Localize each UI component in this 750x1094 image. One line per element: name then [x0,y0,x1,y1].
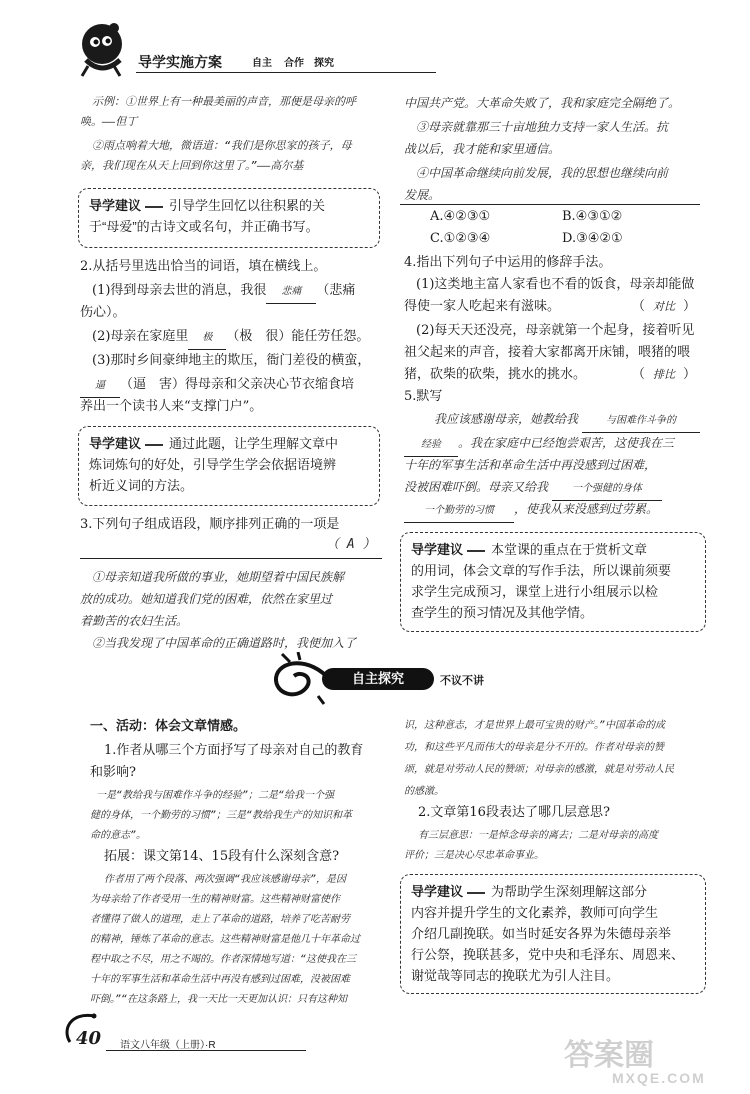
q2-1 [92,280,355,304]
q2-1-options: （悲痛 [316,283,356,298]
q3-answer: （ A ） [326,537,376,552]
tip-text: 内容并提升学生的文化素养，教师可向学生 [411,905,659,920]
tip-text: 炼词炼句的好处，引导学生学会依据语境辨 [89,457,337,472]
option-d[interactable]: D.③④②① [562,231,623,246]
footer [60,1010,360,1060]
tip-text: 析近义词的方法。 [89,478,194,493]
lq1-l1: 1.作者从哪三个方面抒写了母亲对自己的教育 [104,743,364,758]
tip-text: 为帮助学生深刻理解这部分 [491,884,648,899]
r-line-4: ④中国革命继续向前发展，我的思想也继续向前 [416,166,669,180]
r-line-5: 发展。 [404,188,441,202]
q5-l3: 十年的军事生活和革命生活中再没感到过困难， [404,458,657,472]
q2-2 [92,326,369,350]
tip-text: 谢觉哉等同志的挽联尤为引人注目。 [411,968,620,983]
lq1-l2: 和影响? [90,765,136,780]
q2-1-cont: 伤心）。 [80,305,126,320]
la1-l3: 命的意志”。 [90,830,147,841]
r-line-2: ③母亲就靠那三十亩地独力支持一家人生活。抗 [416,120,669,134]
banner-subtitle: 不议不讲 [440,675,484,687]
q3-s1-l3: 着勤苦的农妇生活。 [80,614,189,628]
tip-box-1 [78,188,380,248]
q4-2-answer: （ 排比 ） [632,367,697,382]
lr-c4: 的感激。 [404,786,444,797]
option-a[interactable]: A.④②③① [430,209,491,224]
q5-blank-4: 一个勤劳的习惯 [404,500,514,523]
le-l5: 程中取之不尽，用之不竭的。作者深情地写道：“这使我在三 [90,954,357,965]
q2-2-text: (2)母亲在家庭里 [92,329,189,344]
r-line-1: 中国共产党。大革命失败了，我和家庭完全隔绝了。 [404,96,681,110]
lr-c1: 识，这种意志，才是世界上最可宝贵的财产。”中国革命的成 [404,720,666,731]
example-line-2: 唤。——但丁 [80,115,138,128]
q4-1-l1: (1)这类地主富人家看也不看的饭食，母亲却能做 [416,277,695,292]
le-l6: 十年的军事生活和革命生活中再没有感到过困难，没被困难 [90,974,350,985]
q2-1-text: (1)得到母亲去世的消息，我很 [92,283,267,298]
example-line-3: ②雨点响着大地，微语道：“我们是你思家的孩子，母 [92,139,352,152]
q4-1-l2: 得使一家人吃起来有滋味。 [404,299,561,314]
q4-stem: 4.指出下列句子中运用的修辞手法。 [404,255,612,270]
lr-c3: 颂，就是对劳动人民的赞颂；对母亲的感激，就是对劳动人民 [404,764,674,775]
q4-2-l1: (2)每天天还没亮，母亲就第一个起身，接着听见 [416,323,695,338]
le-l3: 者懂得了做人的道理，走上了革命的道路，培养了吃苦耐劳 [90,914,350,925]
q2-3-cont [80,374,354,398]
tip-label: 导学建议 [411,884,485,899]
q4-1-answer: （ 对比 ） [632,299,697,314]
tip-text: 的用词，体会文章的写作手法，所以课前须要 [411,563,672,578]
tip-text: 引导学生回忆以往积累的关 [169,198,326,213]
q5-stem: 5.默写 [404,389,443,404]
q4-2-answer-text: 排比 [653,368,676,381]
le-l2: 为母亲给了作者受用一生的精神财富。这些精神财富使作 [90,894,340,905]
r-line-3: 战以后，我才能和家里通信。 [404,142,561,156]
header-tag-1: 自主 [252,58,272,69]
q5-blank-2: 经验 [404,434,458,457]
header-rule [136,72,436,73]
tip-text: 求学生完成预习，课堂上进行小组展示以检 [411,584,659,599]
q2-2-options: （极 很）能任劳任怨。 [226,329,370,344]
q5-l5 [404,498,658,523]
section-banner [270,652,530,706]
la1-l1: 一是“教给我与困难作斗争的经验”；二是“给我一个强 [96,790,335,801]
footer-book: 语文八年级（上册）·R [120,1040,216,1051]
q2-1-answer: 悲痛 [266,281,316,304]
q4-1-answer-text: 对比 [653,300,676,313]
le-l1: 作者用了两个段落、两次强调“我应该感谢母亲”，是因 [104,874,347,885]
watermark-text: 答案圈 [564,1039,654,1072]
q2-3-answer: 逼 [80,375,120,398]
mascot-icon [74,20,130,80]
tip-text: 介绍几副挽联。如当时延安各界为朱德母亲举 [411,926,672,941]
le-l7: 吓倒。”“在这条路上，我一天比一天更加认识：只有这种知 [90,994,348,1005]
q3-s2-l1: ②当我发现了中国革命的正确道路时，我便加入了 [92,636,357,650]
page-number: 40 [76,1028,102,1049]
q3-stem: 3.下列句子组成语段，顺序排列正确的一项是 [80,517,340,532]
q2-2-answer: 极 [188,327,226,350]
q5-blank-1: 与困难作斗争的 [582,410,700,433]
le-l4: 的精神，锤炼了革命的意志。这些精神财富是他几十年革命过 [90,934,360,945]
example-line-1: 示例：①世界上有一种最美丽的声音，那便是母亲的呼 [92,95,356,108]
lr-c2: 功，和这些平凡而伟大的母亲是分不开的。作者对母亲的赞 [404,742,664,753]
tip-box-4 [400,874,706,994]
tip-box-2 [78,426,380,506]
q5-l1 [434,408,700,433]
la1-l2: 健的身体，一个勤劳的习惯”；三是“教给我生产的知识和革 [90,810,353,821]
watermark-url: MXQE.COM [612,1070,706,1086]
q3-s1-l2: 放的成功。她知道我们党的困难，依然在家里过 [80,592,333,606]
activity-heading: 一、活动：体会文章情感。 [90,719,247,734]
tip-text: 通过此题，让学生理解文章中 [169,436,339,451]
banner-title: 自主探究 [351,671,404,686]
tip-text: 本堂课的重点在于赏析文章 [491,542,648,557]
tip-label: 导学建议 [89,198,163,213]
q3-divider [80,558,382,559]
q2-3: (3)那时乡间豪绅地主的欺压，衙门差役的横蛮， [92,353,371,368]
tip-label: 导学建议 [411,542,485,557]
tip-label: 导学建议 [89,436,163,451]
header [60,18,720,84]
lr-a2-l2: 评价；三是决心尽忠革命事业。 [404,850,544,861]
lr-q2: 2.文章第16段表达了哪几层意思? [418,805,610,820]
q4-2-l3: 猪，砍柴的砍柴，挑水的挑水。 [404,367,587,382]
q2-stem: 2.从括号里选出恰当的词语，填在横线上。 [80,259,327,274]
q3-s1-l1: ①母亲知道我所做的事业，她期望着中国民族解 [92,570,345,584]
header-tag-3: 探究 [314,58,334,69]
lr-a2-l1: 有三层意思：一是悼念母亲的离去；二是对母亲的高度 [418,830,658,841]
extension-question: 拓展：课文第14、15段有什么深刻含意? [104,849,340,864]
watermark [560,1030,744,1090]
q5-l1-text: 我应该感谢母亲，她教给我 [434,412,579,426]
q2-3-cont2: 养出一个读书人来“支撑门户”。 [80,399,263,414]
tip-text: 于“母爱”的古诗文或名句，并正确书写。 [89,219,319,234]
header-tag-2: 合作 [284,58,304,69]
example-line-4: 亲，我们现在从天上回到你这里了。”——高尔基 [80,159,304,172]
tip-text: 行公祭，挽联甚多，党中央和毛泽东、周恩来、 [411,947,685,962]
q5-l4-text: 没被困难吓倒。母亲又给我 [404,480,549,494]
q5-l2-text: 。我在家庭中已经饱尝艰苦，这使我在三 [458,436,675,450]
q2-3-options: （逼 害）得母亲和父亲决心节衣缩食培 [120,377,355,392]
option-b[interactable]: B.④③①② [562,209,623,224]
options-divider [400,204,700,205]
option-c[interactable]: C.①②③④ [430,231,491,246]
q4-2-l2: 祖父起来的声音，接着大家都离开床铺，喂猪的喂 [404,345,691,360]
footer-rule [106,1050,306,1051]
q5-blank-3: 一个强健的身体 [552,478,662,501]
banner-title-pill [322,668,434,690]
tip-text: 查学生的预习情况及其他学情。 [411,605,594,620]
header-title: 导学实施方案 [138,54,222,70]
q5-l5-text: ，使我从来没感到过劳累。 [514,502,659,516]
tip-box-3 [400,532,706,632]
